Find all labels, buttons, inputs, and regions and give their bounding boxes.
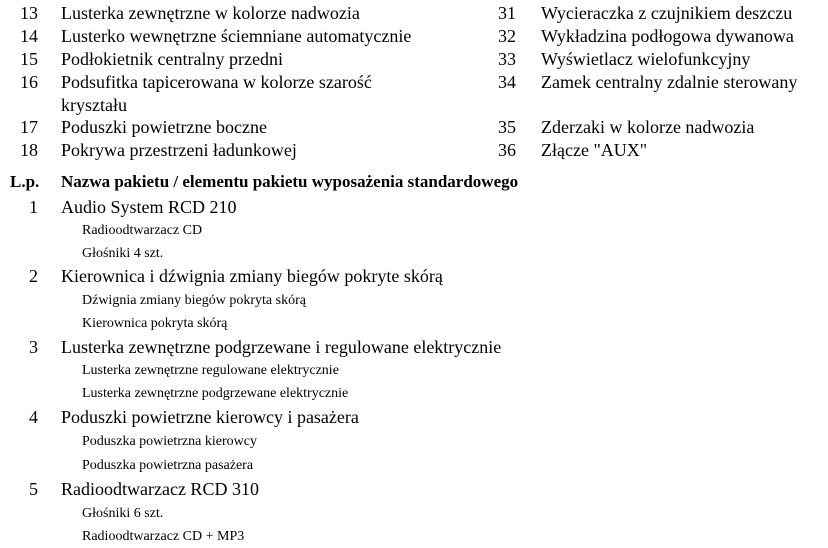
- item-number: 17: [20, 117, 38, 137]
- item-number: 32: [498, 26, 516, 46]
- package-name: Poduszki powietrzne kierowcy i pasażera: [61, 407, 359, 427]
- item-number: 15: [20, 49, 38, 69]
- item-text: Podsufitka tapicerowana w kolorze szarość: [61, 72, 372, 92]
- package-element: Radioodtwarzacz CD: [82, 223, 203, 238]
- package-element: Dźwignia zmiany biegów pokryta skórą: [82, 293, 306, 308]
- item-number: 13: [20, 3, 38, 23]
- package-number: 2: [29, 266, 38, 286]
- package-element: Poduszka powietrzna pasażera: [82, 458, 254, 473]
- item-text: Wyświetlacz wielofunkcyjny: [541, 49, 751, 69]
- item-number: 33: [498, 49, 516, 69]
- item-number: 16: [20, 72, 38, 92]
- item-text: Poduszki powietrzne boczne: [61, 117, 267, 137]
- item-text: Wykładzina podłogowa dywanowa: [541, 26, 794, 46]
- package-element: Kierownica pokryta skórą: [82, 316, 228, 331]
- package-name: Audio System RCD 210: [61, 197, 237, 217]
- item-number: 31: [498, 3, 516, 23]
- package-element: Głośniki 6 szt.: [82, 506, 164, 521]
- item-number: 34: [498, 72, 516, 92]
- package-element: Lusterka zewnętrzne podgrzewane elektrycznie: [82, 386, 349, 401]
- package-element: Lusterka zewnętrzne regulowane elektrycznie: [82, 363, 339, 378]
- item-number: 36: [498, 140, 516, 160]
- item-text: Złącze "AUX": [541, 140, 648, 160]
- package-name: Kierownica i dźwignia zmiany biegów pokryte skórą: [61, 266, 443, 286]
- packages-header-lp: L.p.: [10, 172, 40, 191]
- package-element: Głośniki 4 szt.: [82, 246, 164, 261]
- packages-header-name: Nazwa pakietu / elementu pakietu wyposażenia standardowego: [61, 172, 519, 191]
- package-number: 5: [29, 479, 38, 499]
- package-element: Poduszka powietrzna kierowcy: [82, 434, 257, 449]
- item-number: 35: [498, 117, 516, 137]
- package-number: 4: [29, 407, 38, 427]
- item-text: Lusterko wewnętrzne ściemniane automatycznie: [61, 26, 412, 46]
- package-element: Radioodtwarzacz CD + MP3: [82, 529, 245, 544]
- item-number: 14: [20, 26, 38, 46]
- package-name: Lusterka zewnętrzne podgrzewane i regulowane elektrycznie: [61, 337, 502, 357]
- item-text-continuation: kryształu: [61, 95, 127, 115]
- package-number: 1: [29, 197, 38, 217]
- item-text: Pokrywa przestrzeni ładunkowej: [61, 140, 297, 160]
- package-number: 3: [29, 337, 38, 357]
- package-name: Radioodtwarzacz RCD 310: [61, 479, 259, 499]
- item-number: 18: [20, 140, 38, 160]
- item-text: Podłokietnik centralny przedni: [61, 49, 283, 69]
- item-text: Wycieraczka z czujnikiem deszczu: [541, 3, 793, 23]
- item-text: Lusterka zewnętrzne w kolorze nadwozia: [61, 3, 360, 23]
- item-text: Zderzaki w kolorze nadwozia: [541, 117, 755, 137]
- item-text: Zamek centralny zdalnie sterowany: [541, 72, 798, 92]
